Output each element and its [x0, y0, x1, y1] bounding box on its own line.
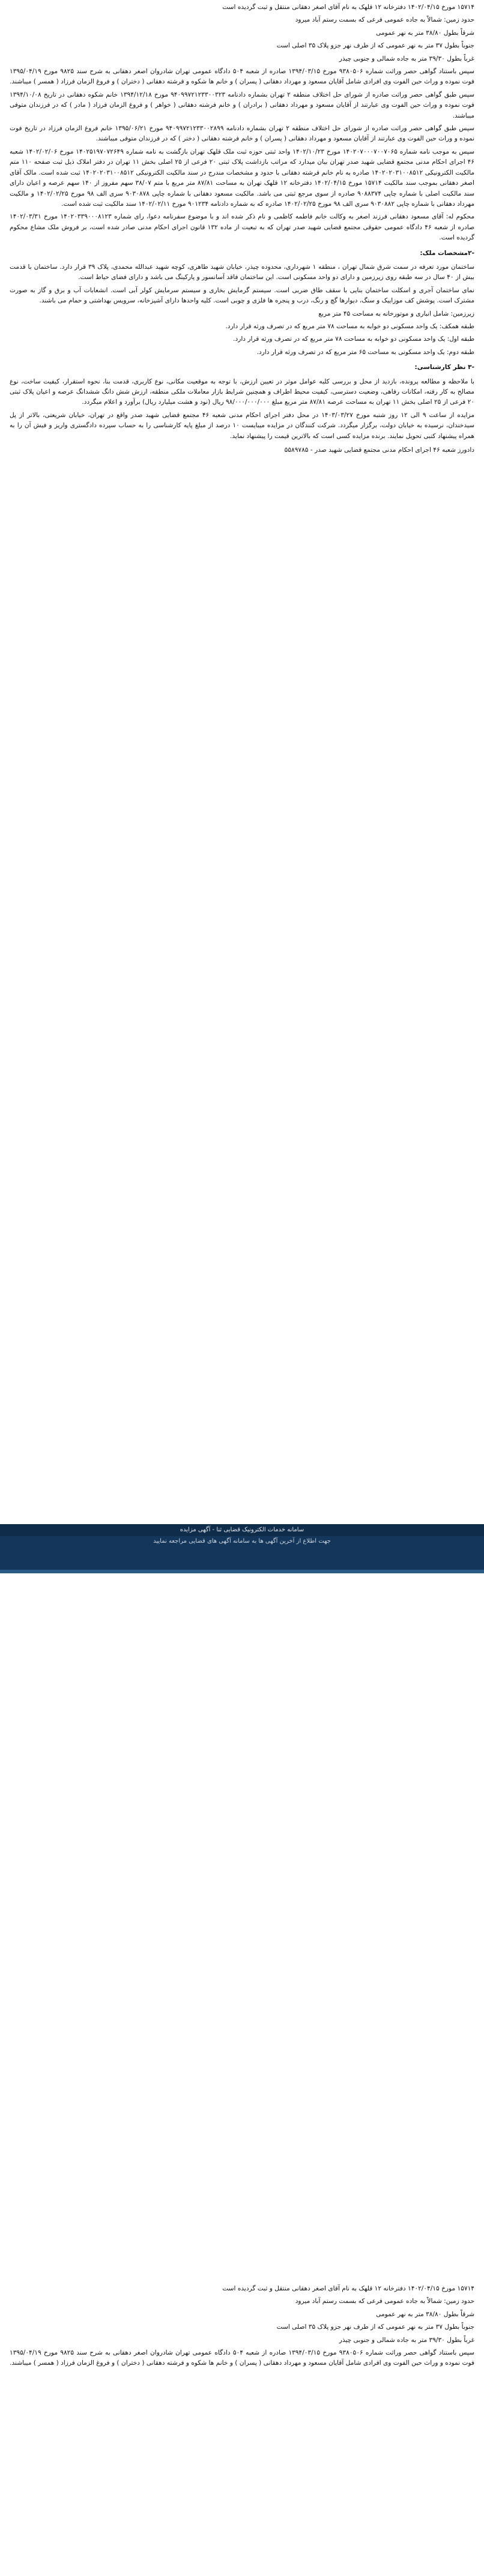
- judgment-paragraph: محکوم له: آقای مسعود دهقانی فرزند اصغر به وکالت خانم فاطمه کاظمی و نام ذکر شده اند و با موضوع سفرنامه دعوا، رای شماره ۱۴۰۲۰۳۳۹۰۰۰۸۱۲۳ مورخ ۱۴۰۲/۰۳/۳۱ صادره از شعبه ۴۶ دادگاه عمومی حقوقی مجتمع قضایی شهید صدر تهران که به تبعیت از ماده ۱۳۲ قانون اجرای احکام مدنی صادر شده است، بر فروش ملک مشاع محکوم گردیده است.: [10, 213, 475, 242]
- repeat-boundary-west: غرباً بطول ۳۹/۳۰ متر به جاده شمالی و جنوبی چیذر: [339, 2336, 474, 2344]
- boundary-north: حدود زمین: شمالاً به جاده عمومی فرعی که بسمت رستم آباد میرود: [295, 16, 474, 24]
- repeat-paragraph: سپس باستناد گواهی حصر وراثت شماره ۹۳۸۰۵۰۶ مورخ ۱۳۹۴/۰۳/۱۵ صادره از شعبه ۵۰۴ دادگاه عمومی تهران شادروان اصغر دهقانی به شرح سند ۹۸۲۵ مورخ ۱۳۹۵/۰۴/۱۹ فوت نموده و وراث حین الفوت وی افرادی شامل آقایان مسعود و مهرداد دهقانی ( پسران ) و خانم ها شکوه و فرشته دهقانی ( دختران ) و فروغ الزمان فرزاد ( همسر ) میباشند.: [10, 2349, 475, 2367]
- property-first-floor: طبقه اول: یک واحد مسکونی دو خوابه به مساحت ۷۸ متر مربع که در تصرف ورثه قرار دارد.: [233, 335, 474, 343]
- notice-body: [4, 0, 480, 458]
- notice-header: ۱۵۷۱۴ مورخ ۱۴۰۲/۰۴/۱۵ دفترخانه ۱۲ قلهک به نام آقای اصغر دهقانی منتقل و ثبت گردیده است: [222, 4, 474, 11]
- repeat-boundary-north: حدود زمین: شمالاً به جاده عمومی فرعی که بسمت رستم آباد میرود: [295, 2298, 474, 2305]
- assessment-paragraph-1: با ملاحظه و مطالعه پرونده، بازدید از محل و بررسی کلیه عوامل موثر در تعیین ارزش، با توجه به موقعیت مکانی، نوع کاربری، قدمت بنا، نحوه استقرار، کیفیت ساخت، نوع مصالح به کار رفته، امکانات رفاهی، وضعیت دسترسی، کیفیت محیط اطراف و همچنین شرایط بازار معاملات ملکی منطقه، ارزش شش دانگ ششدانگ عرصه و اعیان پلاک ثبتی ۲۰ فرعی از ۲۵ اصلی بخش ۱۱ تهران به مساحت عرصه ۸۷/۸۱ متر مربع مبلغ ۹۸/۰۰۰/۰۰۰/۰۰۰ ریال (نود و هشت میلیارد ریال) برآورد و اعلام میگردد.: [10, 377, 474, 406]
- banner-title: سامانه خدمات الکترونیک قضایی ثنا - آگهی مزایده: [0, 1524, 484, 1536]
- repeat-boundary-east: شرقاً بطول ۳۸/۸۰ متر به نهر عمومی: [376, 2310, 474, 2318]
- banner-subtitle: جهت اطلاع از آخرین آگهی ها به سامانه آگهی های قضایی مراجعه نمایید: [153, 1538, 331, 1545]
- boundary-east: شرقاً بطول ۳۸/۸۰ متر به نهر عمومی: [376, 29, 474, 37]
- property-ground-floor: طبقه همکف: یک واحد مسکونی دو خوابه به مساحت ۷۸ متر مربع که در تصرف ورثه قرار دارد.: [225, 322, 474, 330]
- property-second-floor: طبقه دوم: یک واحد مسکونی به مساحت ۶۵ متر مربع که در تصرف ورثه قرار دارد.: [256, 348, 474, 356]
- property-basement: زیرزمین: شامل انباری و موتورخانه به مساحت ۴۵ متر مربع: [318, 310, 474, 317]
- property-paragraph-2: نمای ساختمان آجری و اسکلت ساختمان بنایی با سقف طاق ضربی است. سیستم گرمایش بخاری و سیستم سرمایش کولر آبی است. انشعابات آب و برق و گاز به صورت مشترک است. پوشش کف موزاییک و سنگ، دیوارها گچ و رنگ، درب و پنجره ها فلزی و چوبی است. کلیه واحدها دارای آشپزخانه، سرویس بهداشتی و حمام می باشند.: [10, 286, 474, 305]
- repeat-boundary-south: جنوباً بطول ۳۷ متر به نهر عمومی که از طرف نهر جزو پلاک ۳۵ اصلی است: [276, 2323, 474, 2331]
- blank-area: [0, 1573, 484, 2281]
- property-paragraph-1: ساختمان مورد تعرفه در سمت شرق شمال تهران ، منطقه ۱ شهرداری، محدوده چیذر، خیابان شهید طاهری، کوچه شهید عبدالله محمدی، پلاک ۳۹ قرار دارد. ساختمان با قدمت بیش از ۴۰ سال در سه طبقه روی زیرزمین و دارای دو واحد مسکونی است. این ساختمان فاقد آسانسور و پارکینگ می باشد و دارای فضای حیاط است.: [10, 263, 475, 281]
- boundary-south: جنوباً بطول ۳۷ متر به نهر عمومی که از طرف نهر جزو پلاک ۳۵ اصلی است: [276, 42, 474, 50]
- notice-repeat: [4, 2280, 480, 2371]
- section-assessment-heading: -۳ نظر کارشناسی:: [414, 364, 474, 371]
- assessment-paragraph-2: مزایده از ساعت ۹ الی ۱۲ روز شنبه مورخ ۱۴۰۳/۰۳/۲۷ در محل دفتر اجرای احکام مدنی شعبه ۴۶ مجتمع قضایی شهید صدر واقع در تهران، خیابان شریعتی، بالاتر از پل سیدخندان، نرسیده به خیابان دولت، برگزار میگردد. شرکت کنندگان در مزایده میبایست ۱۰ درصد از مبلغ پایه کارشناسی را به حساب سپرده دادگستری واریز و فیش آن را به همراه پیشنهاد کتبی تحویل نمایند. برنده مزایده کسی است که بالاترین قیمت را پیشنهاد نماید.: [10, 411, 474, 440]
- signature-line: دادورز شعبه ۴۶ اجرای احکام مدنی مجتمع قضایی شهید صدر - ۵۵۸۹۷۸۵: [284, 446, 474, 454]
- section-property-heading: -۲مشخصات ملک:: [420, 249, 474, 257]
- boundary-west: غرباً بطول ۳۹/۳۰ متر به جاده شمالی و جنوبی چیذر: [339, 55, 474, 62]
- inheritance-paragraph-2: سپس طبق گواهی حصر وراثت صادره از شورای حل اختلاف منطقه ۲ تهران بشماره دادنامه ۹۴۰۹۹۷۲۱۲۳۳۰۰۳۲۳ مورخ ۱۳۹۴/۱۲/۱۸ خانم شکوه دهقانی در تاریخ ۱۳۹۴/۱۰/۰۸ فوت نموده و وراث حین الفوت وی عبارتند از آقایان مسعود و مهرداد دهقانی ( برادران ) و خانم فرشته دهقانی ( خواهر ) و فروغ الزمان فرزاد ( مادر ) که در فرزندان متوفی میباشند.: [10, 91, 474, 119]
- registry-paragraph: سپس به موجب نامه شماره ۱۴۰۲۰۷۰۰۰۷۰۰۷۰۶۵ مورخ ۱۴۰۲/۱۰/۲۳ واحد ثبتی حوزه ثبت ملک قلهک تهران بازگشت به نامه شماره ۱۴۰۲۵۱۹۷۰۷۲۶۴۹ مورخ ۱۴۰۲/۰۲/۰۶ شعبه ۴۶ اجرای احکام مدنی مجتمع قضایی شهید صدر تهران بیان میدارد که مراتب بازداشت پلاک ثبتی ۲۰ فرعی از ۲۵ اصلی بخش ۱۱ تهران در دفتر املاک ذیل ثبت صفحه ۱۱۰ متم مالکیت الکترونیکی ۱۴۰۲۰۲۰۳۱۰۰۸۵۱۲ صادره به نام خانم فرشته دهقانی با حدود و مشخصات مندرج در سند مالکیت الکترونیکی ۱۴۰۲۰۲۰۳۱۰۰۸۵۱۲ ثبت شده است. مالک آقای اصغر دهقانی بموجب سند مالکیت ۱۵۷۱۴ مورخ ۱۴۰۲/۰۴/۱۵ دفترخانه ۱۲ قلهک تهران به مساحت ۸۷/۸۱ متر مربع با متم ۳۸/۰۷ سهم مفروز از ۱۴۰ سهم عرصه و اعیان دارای سند مالکیت اصلی با شماره چاپی ۹۰۸۸۳۷۴ صادره از سوی مرجع ثبتی می باشد. مالکیت مسعود دهقانی با شماره چاپی ۹۰۳۰۸۷۸ سری الف ۹۸ مورخ ۱۴۰۲/۰۲/۲۵ و مالکیت مهرداد دهقانی با شماره چاپی ۹۰۳۰۸۸۲ سری الف ۹۸ مورخ ۱۴۰۲/۰۲/۲۵ صادره که به شماره دادنامه ۹۰۱۲۳۴ مورخ ۱۴۰۲/۰۲/۱۱ سند مالکیت ثبت شده است.: [10, 148, 474, 208]
- inheritance-paragraph-3: سپس طبق گواهی حصر وراثت صادره از شورای حل اختلاف منطقه ۲ تهران بشماره دادنامه ۹۴۰۹۹۷۲۱۲۳۳۰۰۲۸۹۹ مورخ ۱۳۹۵/۰۶/۲۱ خانم فروغ الزمان فرزاد در تاریخ فوت نموده و وراث حین الفوت وی عبارتند از آقایان مسعود و مهرداد دهقانی ( پسران ) و خانم فرشته دهقانی ( دختر ) که در فرزندان متوفی میباشند.: [10, 125, 475, 143]
- repeat-header: ۱۵۷۱۴ مورخ ۱۴۰۲/۰۴/۱۵ دفترخانه ۱۲ قلهک به نام آقای اصغر دهقانی منتقل و ثبت گردیده است: [222, 2285, 474, 2292]
- inheritance-paragraph-1: سپس باستناد گواهی حصر وراثت شماره ۹۳۸۰۵۰۶ مورخ ۱۳۹۴/۰۳/۱۵ صادره از شعبه ۵۰۴ دادگاه عمومی تهران شادروان اصغر دهقانی به شرح سند ۹۸۲۵ مورخ ۱۳۹۵/۰۴/۱۹ فوت نموده و وراث حین الفوت وی افرادی شامل آقایان مسعود و مهرداد دهقانی ( پسران ) و خانم ها شکوه و فرشته دهقانی ( دختران ) و فروغ الزمان فرزاد ( همسر ) میباشند.: [10, 68, 475, 86]
- site-banner: [0, 1524, 484, 1573]
